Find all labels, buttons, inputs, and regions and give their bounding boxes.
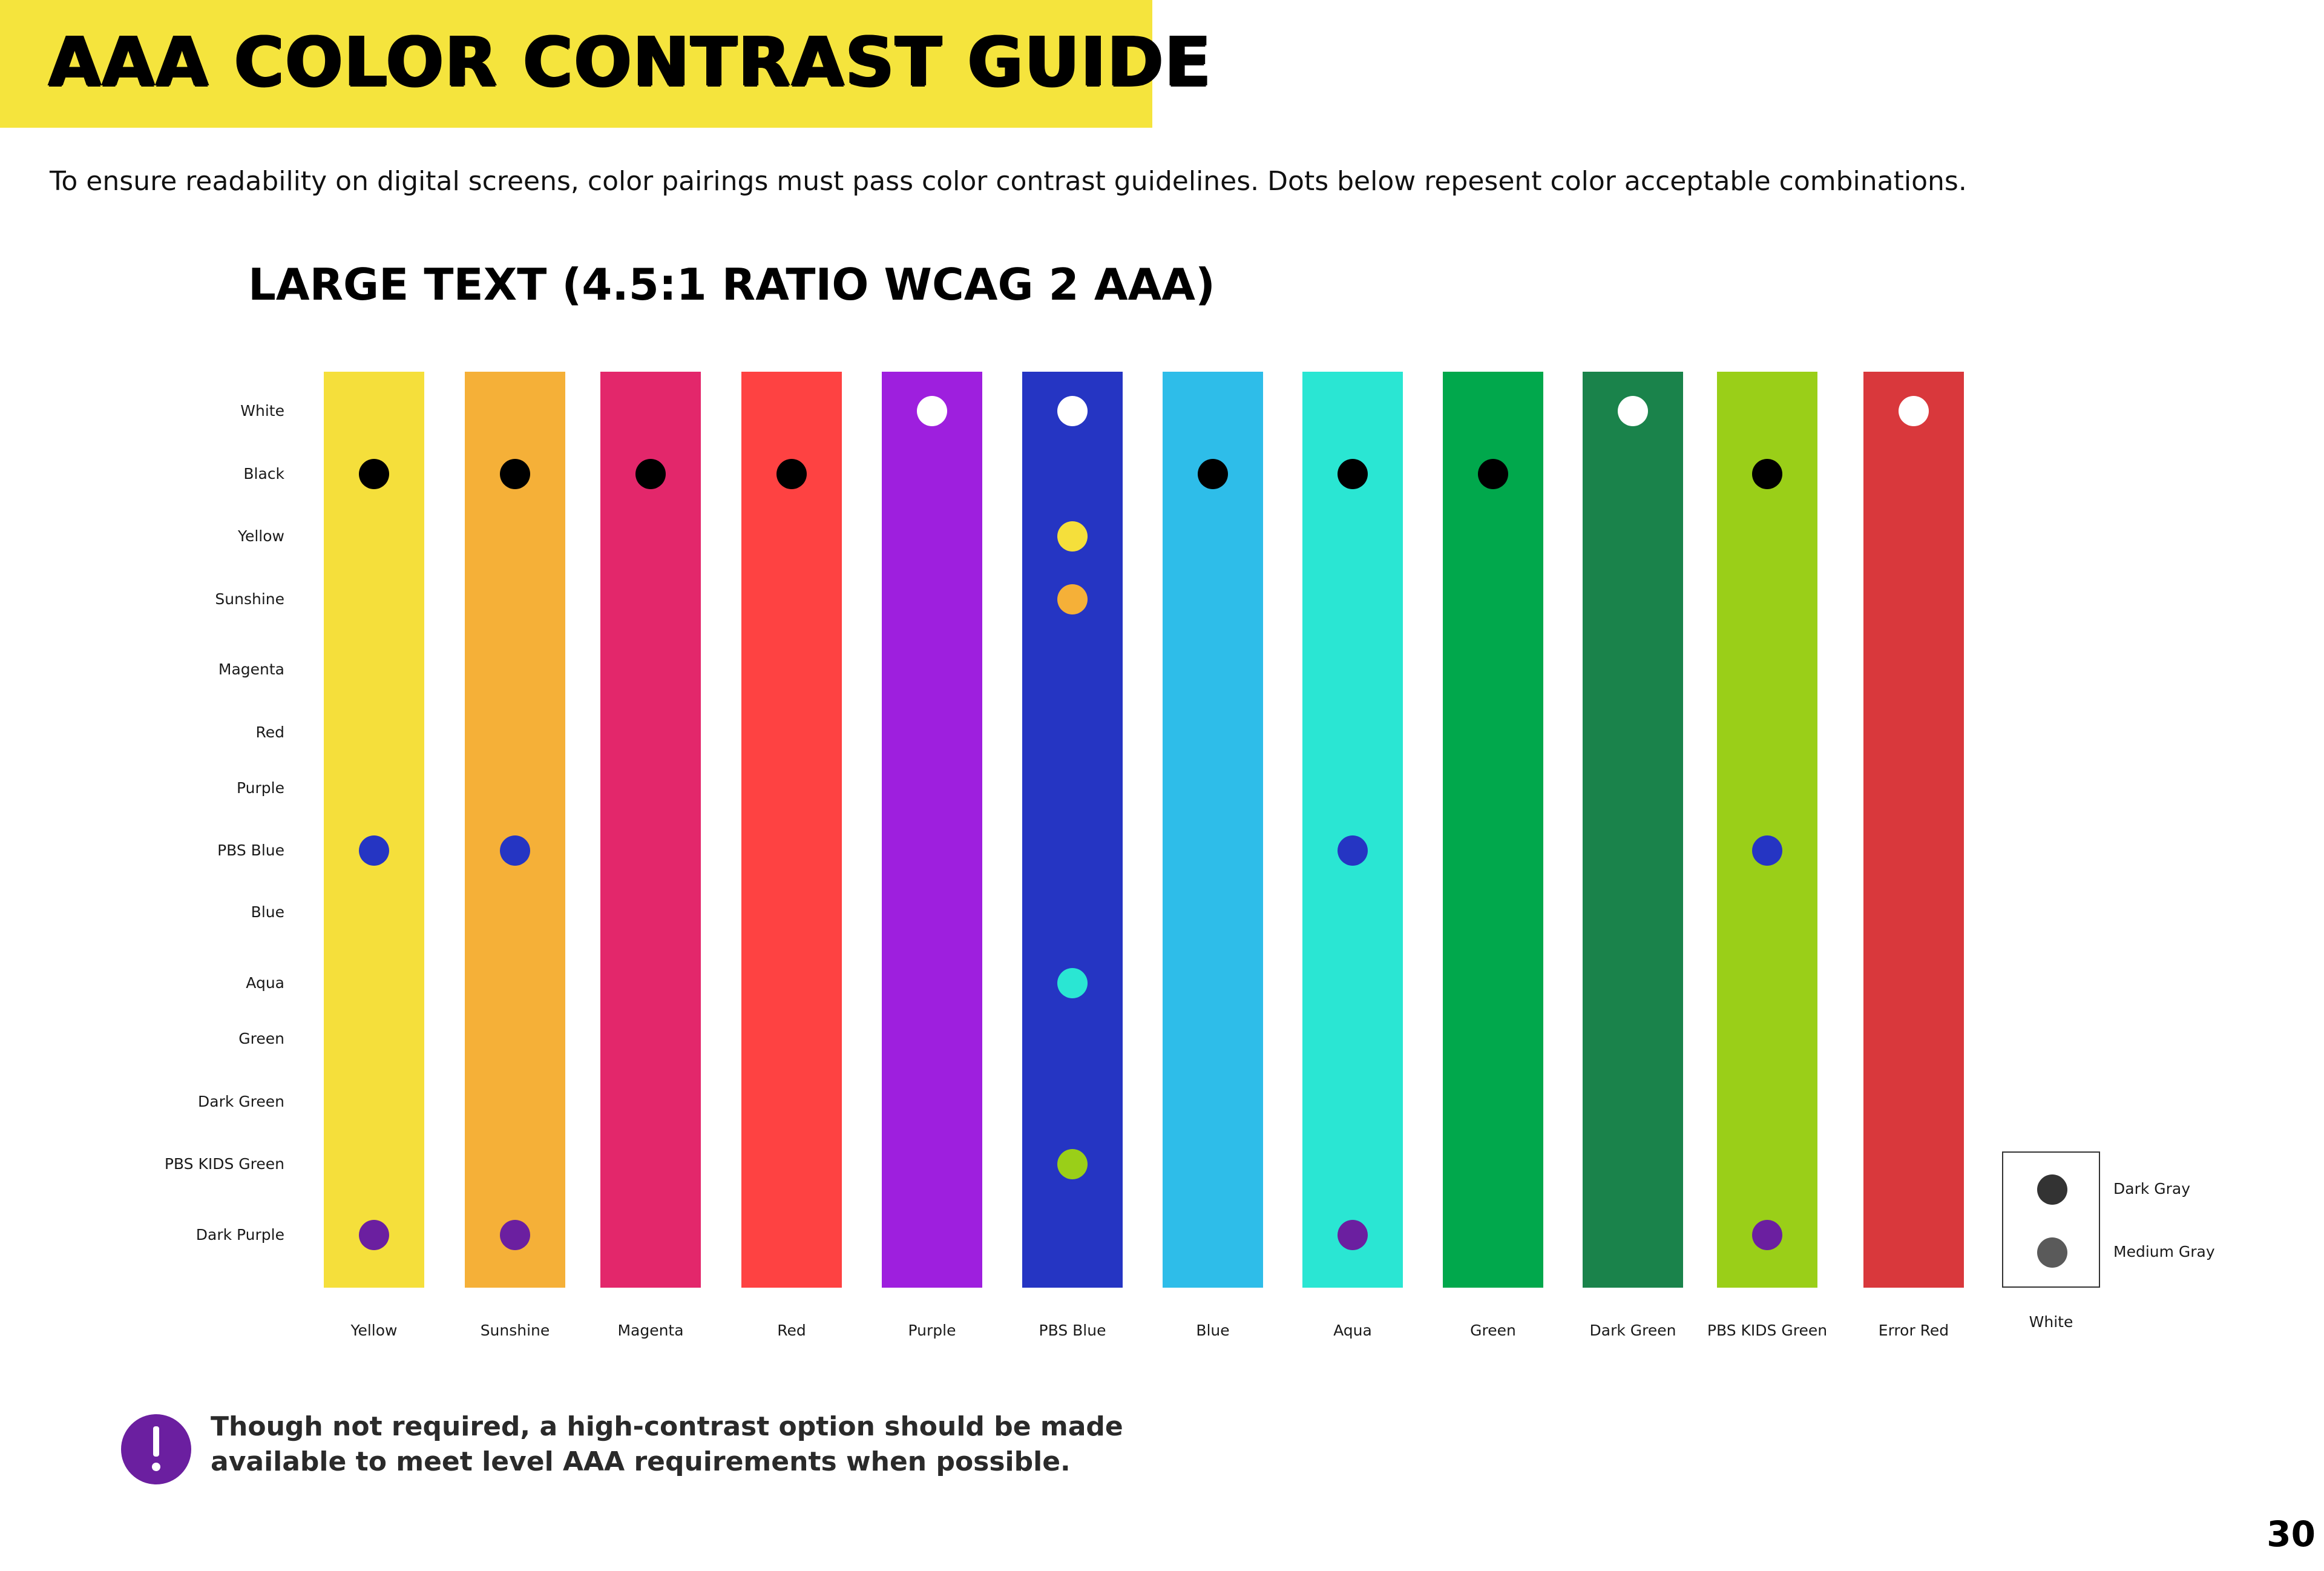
row-label-dark-green: Dark Green: [198, 1093, 284, 1110]
dot-aqua-black: [1338, 459, 1368, 489]
color-bar-purple: [882, 372, 982, 1288]
row-label-green: Green: [238, 1030, 284, 1047]
color-bar-magenta: [600, 372, 701, 1288]
white-swatch-box: [2002, 1151, 2100, 1288]
col-label-red: Red: [777, 1322, 806, 1339]
dot-pbs-blue-pbs-kids-green: [1057, 1149, 1088, 1179]
row-label-blue: Blue: [251, 903, 284, 921]
dot-pbs-kids-green-black: [1752, 459, 1782, 489]
dot-yellow-pbs-blue: [359, 835, 389, 866]
page-title: AAA COLOR CONTRAST GUIDE: [48, 23, 1212, 102]
dot-red-black: [776, 459, 807, 489]
dot-green-black: [1478, 459, 1508, 489]
row-label-aqua: Aqua: [246, 974, 284, 992]
col-label-blue: Blue: [1196, 1322, 1230, 1339]
col-label-dark-green: Dark Green: [1589, 1322, 1676, 1339]
color-bar-aqua: [1302, 372, 1403, 1288]
color-bar-pbs-kids-green: [1717, 372, 1817, 1288]
dot-blue-black: [1198, 459, 1228, 489]
color-bar-red: [741, 372, 842, 1288]
col-label-magenta: Magenta: [617, 1322, 684, 1339]
dot-aqua-pbs-blue: [1338, 835, 1368, 866]
notice-text: [211, 1409, 1123, 1480]
dot-yellow-black: [359, 459, 389, 489]
intro-text: To ensure readability on digital screens, color pairings must pass color contrast guidelines. Dots below repesent color acceptable combinations.: [50, 166, 1967, 197]
color-bar-error-red: [1863, 372, 1964, 1288]
dot-dark-gray: [2037, 1174, 2067, 1205]
col-label-aqua: Aqua: [1333, 1322, 1372, 1339]
dot-pbs-blue-white: [1057, 396, 1088, 426]
dot-pbs-kids-green-dark-purple: [1752, 1220, 1782, 1250]
color-bar-green: [1443, 372, 1543, 1288]
dot-sunshine-black: [500, 459, 530, 489]
row-label-magenta: Magenta: [218, 660, 284, 678]
section-title: LARGE TEXT (4.5:1 RATIO WCAG 2 AAA): [248, 259, 1215, 310]
col-label-purple: Purple: [908, 1322, 956, 1339]
dot-error-red-white: [1899, 396, 1929, 426]
dot-yellow-dark-purple: [359, 1220, 389, 1250]
dot-sunshine-pbs-blue: [500, 835, 530, 866]
title-band: [0, 0, 1212, 128]
dot-magenta-black: [635, 459, 666, 489]
col-label-pbs-kids-green: PBS KIDS Green: [1707, 1322, 1828, 1339]
dot-sunshine-dark-purple: [500, 1220, 530, 1250]
color-bar-dark-green: [1583, 372, 1683, 1288]
dot-medium-gray: [2037, 1237, 2067, 1268]
row-label-yellow: Yellow: [238, 527, 284, 545]
col-label-sunshine: Sunshine: [480, 1322, 550, 1339]
col-label-yellow: Yellow: [350, 1322, 398, 1339]
row-label-pbs-blue: PBS Blue: [217, 841, 284, 859]
page-number: 30: [2267, 1513, 2316, 1555]
dot-pbs-blue-sunshine: [1057, 584, 1088, 614]
dot-pbs-kids-green-pbs-blue: [1752, 835, 1782, 866]
dot-pbs-blue-yellow: [1057, 521, 1088, 552]
notice-line-2: available to meet level AAA requirements when possible.: [211, 1446, 1071, 1477]
row-label-dark-purple: Dark Purple: [195, 1226, 284, 1243]
row-label-purple: Purple: [237, 779, 284, 797]
row-label-black: Black: [243, 465, 284, 482]
color-bar-yellow: [324, 372, 424, 1288]
notice-line-1: Though not required, a high-contrast option should be made: [211, 1411, 1123, 1442]
dot-purple-white: [917, 396, 947, 426]
row-label-red: Red: [255, 723, 284, 741]
dot-aqua-dark-purple: [1338, 1220, 1368, 1250]
col-label-white: White: [2029, 1313, 2073, 1331]
color-bar-blue: [1163, 372, 1263, 1288]
dot-dark-green-white: [1618, 396, 1648, 426]
exclamation-icon: [121, 1414, 191, 1484]
label-dark-gray: Dark Gray: [2113, 1180, 2191, 1197]
row-label-sunshine: Sunshine: [215, 590, 284, 608]
row-label-pbs-kids-green: PBS KIDS Green: [164, 1155, 284, 1173]
label-medium-gray: Medium Gray: [2113, 1243, 2215, 1260]
row-label-white: White: [240, 402, 284, 420]
dot-pbs-blue-aqua: [1057, 968, 1088, 998]
col-label-green: Green: [1470, 1322, 1516, 1339]
col-label-error-red: Error Red: [1878, 1322, 1949, 1339]
col-label-pbs-blue: PBS Blue: [1039, 1322, 1106, 1339]
color-bar-sunshine: [465, 372, 565, 1288]
